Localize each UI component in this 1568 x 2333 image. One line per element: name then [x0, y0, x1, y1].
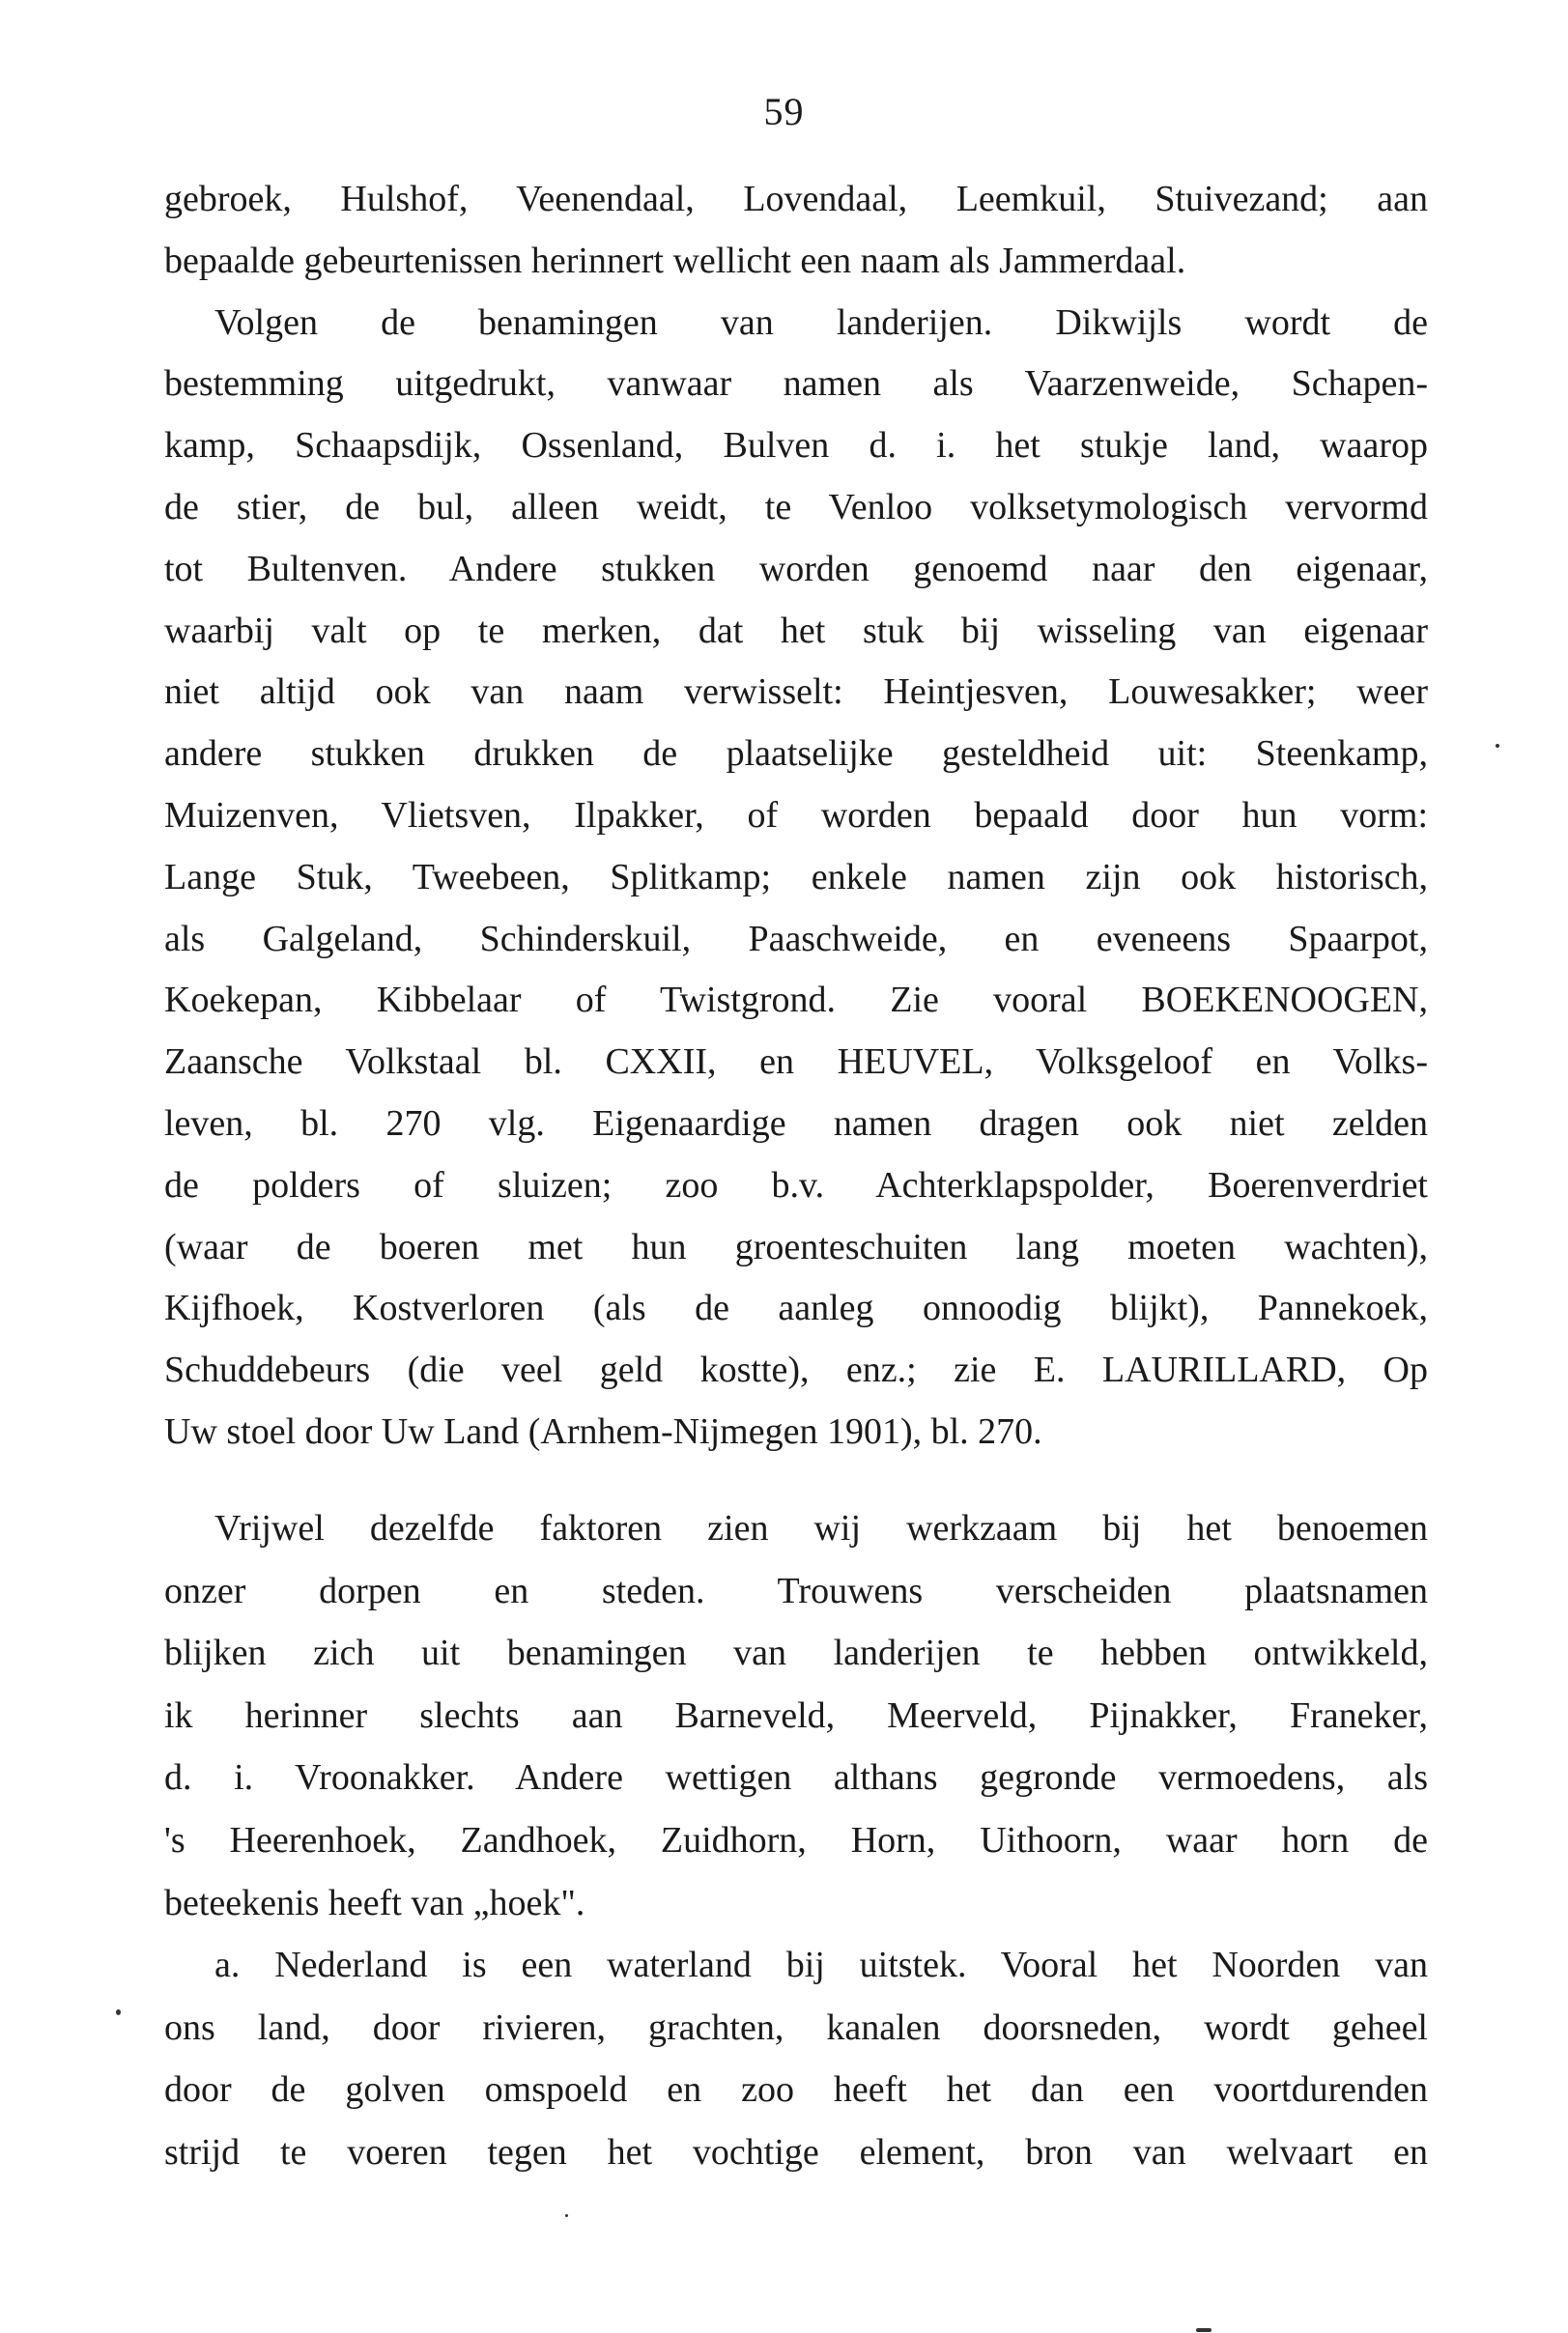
- text-line: waarbij valt op te merken, dat het stuk bij wisseling van eigenaar: [164, 610, 1428, 651]
- paragraph-2: [164, 1497, 1428, 2184]
- text-line: kamp, Schaapsdijk, Ossenland, Bulven d. i. het stukje land, waarop: [164, 425, 1428, 467]
- text-line: Uw stoel door Uw Land (Arnhem-Nijmegen 1901), bl. 270.: [164, 1410, 1042, 1452]
- text-line: a. Nederland is een waterland bij uitstek. Vooral het Noorden van: [214, 1945, 1428, 1986]
- text-line: Vrijwel dezelfde faktoren zien wij werkzaam bij het benoemen: [214, 1508, 1428, 1549]
- text-line: gebroek, Hulshof, Veenendaal, Lovendaal, Leemkuil, Stuivezand; aan: [164, 179, 1428, 219]
- text-line: niet altijd ook van naam verwisselt: Heintjesven, Louwesakker; weer: [164, 671, 1428, 713]
- scan-speck: [1496, 744, 1499, 748]
- text-line: Kijfhoek, Kostverloren (als de aanleg onnoodig blijkt), Pannekoek,: [164, 1288, 1428, 1329]
- text-line: (waar de boeren met hun groenteschuiten lang moeten wachten),: [164, 1226, 1428, 1267]
- text-line: blijken zich uit benamingen van landerijen te hebben ontwikkeld,: [164, 1633, 1428, 1674]
- text-line: leven, bl. 270 vlg. Eigenaardige namen dragen ook niet zelden: [164, 1102, 1428, 1144]
- scan-speck: [116, 2009, 121, 2015]
- text-line: Muizenven, Vlietsven, Ilpakker, of worden bepaald door hun vorm:: [164, 794, 1428, 836]
- text-line: 's Heerenhoek, Zandhoek, Zuidhorn, Horn, Uithoorn, waar horn de: [164, 1819, 1428, 1861]
- text-line: bepaalde gebeurtenissen herinnert wellicht een naam als Jammerdaal.: [164, 240, 1186, 281]
- text-line: bestemming uitgedrukt, vanwaar namen als Vaarzenweide, Schapen-: [164, 363, 1428, 405]
- text-line: andere stukken drukken de plaatselijke gesteldheid uit: Steenkamp,: [164, 733, 1428, 775]
- text-line: als Galgeland, Schinderskuil, Paaschweide, en eveneens Spaarpot,: [164, 918, 1428, 959]
- text-line: strijd te voeren tegen het vochtige element, bron van welvaart en: [164, 2131, 1428, 2173]
- text-line: d. i. Vroonakker. Andere wettigen althans gegronde vermoedens, als: [164, 1757, 1428, 1799]
- text-line: Schuddebeurs (die veel geld kostte), enz.; zie E. LAURILLARD, Op: [164, 1350, 1428, 1391]
- text-line: ik herinner slechts aan Barneveld, Meerveld, Pijnakker, Franeker,: [164, 1694, 1428, 1736]
- text-line: Lange Stuk, Tweebeen, Splitkamp; enkele namen zijn ook historisch,: [164, 856, 1428, 897]
- text-line: de stier, de bul, alleen weidt, te Venloo volksetymologisch vervormd: [164, 486, 1428, 527]
- scan-speck: [565, 2214, 568, 2217]
- text-line: beteekenis heeft van „hoek".: [164, 1882, 585, 1923]
- text-line: Zaansche Volkstaal bl. CXXII, en HEUVEL, Volksgeloof en Volks-: [164, 1041, 1428, 1083]
- text-line: de polders of sluizen; zoo b.v. Achterklapspolder, Boerenverdriet: [164, 1164, 1428, 1206]
- text-line: onzer dorpen en steden. Trouwens verscheiden plaatsnamen: [164, 1570, 1428, 1611]
- scan-speck: [1196, 2328, 1212, 2332]
- text-line: ons land, door rivieren, grachten, kanalen doorsneden, wordt geheel: [164, 2006, 1428, 2048]
- text-line: Volgen de benamingen van landerijen. Dikwijls wordt de: [214, 301, 1428, 343]
- text-line: Koekepan, Kibbelaar of Twistgrond. Zie vooral BOEKENOOGEN,: [164, 980, 1428, 1021]
- text-line: door de golven omspoeld en zoo heeft het dan een voortdurenden: [164, 2069, 1428, 2111]
- paragraph-1: [164, 169, 1428, 1464]
- page-number: 59: [763, 90, 805, 133]
- text-line: tot Bultenven. Andere stukken worden genoemd naar den eigenaar,: [164, 548, 1428, 589]
